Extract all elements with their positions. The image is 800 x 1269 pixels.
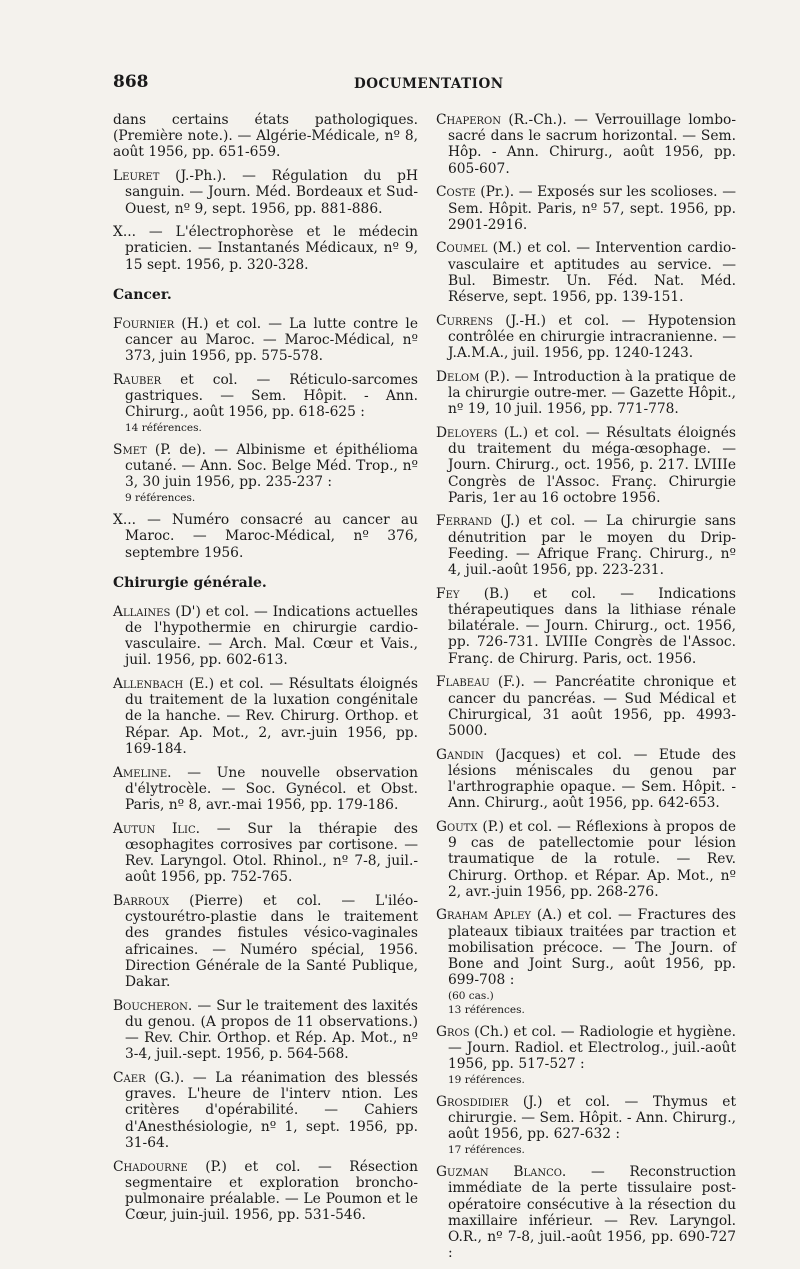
entry-author: Coumel (436, 240, 488, 257)
bibliography-entry (113, 893, 418, 990)
entry-text: (E.) et col. — Résultats éloignés du traitement de la luxation congénitale de la hanche. — Rev. Chirurg. Orthop. et Répar. Ap. Mot., 2, avr.-juin 1956, pp. 169-184. (125, 676, 418, 757)
bibliography-entry (436, 586, 736, 667)
bibliography-entry (436, 513, 736, 578)
entry-note: 9 références. (125, 492, 196, 505)
entry-text: (R.-Ch.). — Verrouillage lombo-sacré dans le sacrum horizontal. — Sem. Hôp. - Ann. Chirurg., août 1956, pp. 605-607. (448, 112, 736, 177)
bibliography-entry (113, 676, 418, 757)
entry-text: (J.-H.) et col. — Hypotension contrôlée en chirurgie intracranienne. — J.A.M.A., juil. 1956, pp. 1240-1243. (448, 312, 736, 362)
entry-text: (J.) et col. — La chirurgie sans dénutrition par le moyen du Drip-Feeding. — Afrique Franç. Chirurg., nº 4, juil.-août 1956, pp. 223-231. (448, 513, 736, 579)
entry-text: (J.-Ph.). — Régulation du pH sanguin. — Journ. Méd. Bordeaux et Sud-Ouest, nº 9, sept. 1956, pp. 881-886. (125, 168, 418, 217)
entry-author: Gandin (436, 746, 484, 763)
bibliography-entry (113, 1159, 418, 1224)
entry-author: Guzman Blanco (436, 1164, 562, 1181)
page-header (113, 70, 793, 100)
bibliography-entry (113, 442, 418, 491)
entry-text: (P.) et col. — Réflexions à propos de 9 cas de patellectomie pour lésion traumatique de la rotule. — Rev. Chirurg. Orthop. et Répar. Ap. Mot., nº 2, avr.-juin 1956, pp. 268-276. (448, 818, 736, 900)
entry-author: Allaines (113, 603, 171, 620)
entry-text: . — Sur le traitement des laxités du genou. (A propos de 11 observations.) — Rev. Chir. Orthop. et Rép. Ap. Mot., nº 3-4, juil.-sept. 1956, p. 564-568. (125, 997, 418, 1063)
bibliography-entry (436, 112, 736, 177)
entry-note: 14 références. (125, 422, 202, 435)
entry-text: (M.) et col. — Intervention cardio-vasculaire et aptitudes au service. — Bul. Bimestr. Un. Féd. Nat. Méd. Réserve, sept. 1956, pp. 139-151. (448, 240, 736, 306)
entry-text: (A.) et col. — Fractures des plateaux tibiaux traitées par traction et mobilisation précoce. — The Journ. of Bone and Joint Surg., août 1956, pp. 699-708 : (448, 907, 736, 989)
entry-author: Currens (436, 312, 493, 329)
bibliography-entry (436, 425, 736, 506)
entry-text: . — Sur la thérapie des œsophagites corrosives par cortisone. — Rev. Laryngol. Otol. Rhinol., nº 7-8, juil.-août 1956, pp. 752-765. (125, 820, 418, 886)
entry-text: (D') et col. — Indications actuelles de l'hypothermie en chirurgie cardio-vasculaire. — Arch. Mal. Cœur et Vais., juil. 1956, pp. 602-613. (125, 603, 418, 669)
bibliography-entry (436, 313, 736, 362)
bibliography-entry (436, 819, 736, 900)
entry-text: (G.). — La réanimation des blessés graves. L'heure de l'interv ntion. Les critères d'opérabilité. — Cahiers d'Anesthésiologie, nº 1, sept. 1956, pp. 31-64. (125, 1070, 418, 1151)
entry-author: Coste (436, 184, 476, 201)
entry-author: Allenbach (113, 676, 184, 693)
entry-author: Deloyers (436, 424, 498, 441)
entry-author: Flabeau (436, 674, 490, 691)
entry-author: Boucheron (113, 997, 188, 1014)
bibliography-entry (113, 168, 418, 217)
entry-text: (Ch.) et col. — Radiologie et hygiène. — Journ. Radiol. et Electrolog., juil.-août 1956, pp. 517-527 : (448, 1023, 736, 1073)
entry-text: et col. — Réticulo-sarcomes gastriques. — Sem. Hôpit. - Ann. Chirurg., août 1956, pp. 618-625 : (125, 371, 418, 421)
entry-note: 17 références. (448, 1144, 525, 1157)
entry-text: (B.) et col. — Indications thérapeutiques dans la lithiase rénale bilatérale. — Journ. Chirurg., oct. 1956, pp. 726-731. LVIIIe Congrès de l'Assoc. Franç. de Chirurg. Paris, oct. 1956. (448, 585, 736, 667)
entry-author: Smet (113, 442, 147, 459)
entry-text: (P.) et col. — Résection segmentaire et exploration broncho-pulmonaire préalable. — Le Poumon et le Cœur, juin-juil. 1956, pp. 531-546. (125, 1158, 418, 1224)
entry-text: (P.). — Introduction à la pratique de la chirurgie outre-mer. — Gazette Hôpit., nº 19, 10 juil. 1956, pp. 771-778. (448, 368, 736, 418)
bibliography-entry (436, 1164, 736, 1261)
entry-text: (Pr.). — Exposés sur les scolioses. — Sem. Hôpit. Paris, nº 57, sept. 1956, pp. 2901-2916. (448, 184, 736, 233)
bibliography-entry (436, 907, 736, 988)
bibliography-entry (436, 1024, 736, 1073)
entry-note: 13 références. (448, 1003, 525, 1016)
entry-author: Delom (436, 368, 480, 385)
entry-text: . — Reconstruction immédiate de la perte tissulaire post-opératoire consécutive à la résection du maxillaire inférieur. — Rev. Laryngol. O.R., nº 7-8, juil.-août 1956, pp. 690-727 : (448, 1164, 736, 1262)
right-column (436, 112, 736, 1269)
entry-text: (F.). — Pancréatite chronique et cancer du pancréas. — Sud Médical et Chirurgical, 31 août 1956, pp. 4993-5000. (448, 674, 736, 739)
entry-author: Fey (436, 585, 460, 602)
entry-author: Goutx (436, 818, 478, 835)
entry-text: (P. de). — Albinisme et épithélioma cutané. — Ann. Soc. Belge Méd. Trop., nº 3, 30 juin 1956, pp. 235-237 : (125, 442, 418, 491)
bibliography-entry (436, 240, 736, 305)
section-heading: Cancer. (113, 286, 172, 303)
entry-text: . — Une nouvelle observation d'élytrocèle. — Soc. Gynécol. et Obst. Paris, nº 8, avr.-mai 1956, pp. 179-186. (125, 764, 418, 813)
bibliography-entry (113, 604, 418, 669)
entry-text: (Jacques) et col. — Etude des lésions méniscales du genou par l'arthrographie opaque. — Sem. Hôpit. - Ann. Chirurg., août 1956, pp. 642-653. (448, 746, 736, 812)
bibliography-entry (113, 765, 418, 814)
entry-author: Ameline (113, 764, 168, 781)
bibliography-entry (436, 369, 736, 418)
entry-author: Ferrand (436, 513, 492, 530)
bibliography-entry (436, 184, 736, 233)
entry-author: Fournier (113, 315, 175, 332)
entry-text: (Pierre) et col. — L'iléo-cystourétro-plastie dans le traitement des grandes fistules vésico-vaginales africaines. — Numéro spécial, 1956. Direction Générale de la Santé Publique, Dakar. (125, 893, 418, 991)
bibliography-entry (113, 821, 418, 886)
entry-text: (L.) et col. — Résultats éloignés du traitement du méga-œsophage. — Journ. Chirurg., oct. 1956, p. 217. LVIIIe Congrès de l'Assoc. Franç. Chirurgie Paris, 1er au 16 octobre 1956. (448, 424, 736, 506)
entry-author: Caer (113, 1070, 146, 1087)
entry-author: Gros (436, 1023, 470, 1040)
entry-author: Chadourne (113, 1158, 188, 1175)
entry-author: Graham Apley (436, 907, 532, 924)
bibliography-entry (436, 674, 736, 739)
entry-author: Rauber (113, 371, 162, 388)
section-heading: Chirurgie générale. (113, 574, 267, 591)
left-column (113, 112, 418, 1231)
bibliography-entry (113, 512, 418, 561)
entry-author: Grosdidier (436, 1094, 509, 1111)
bibliography-entry (113, 372, 418, 421)
entry-author: Leuret (113, 168, 160, 185)
bibliography-entry (436, 747, 736, 812)
bibliography-entry (436, 1094, 736, 1143)
entry-text: (H.) et col. — La lutte contre le cancer au Maroc. — Maroc-Médical, nº 373, juin 1956, pp. 575-578. (125, 315, 418, 365)
entry-text: X... — Numéro consacré au cancer au Maroc. — Maroc-Médical, nº 376, septembre 1956. (113, 512, 418, 561)
bibliography-entry (113, 1070, 418, 1151)
page-number: 868 (113, 72, 149, 92)
entry-author: Barroux (113, 893, 170, 910)
entry-text: X... — L'électrophorèse et le médecin praticien. — Instantanés Médicaux, nº 9, 15 sept. 1956, p. 320-328. (113, 224, 418, 273)
entry-note: 19 références. (448, 1074, 525, 1087)
entry-author: Chaperon (436, 112, 502, 128)
entry-text: dans certains états pathologiques. (Première note.). — Algérie-Médicale, nº 8, août 1956, pp. 651-659. (113, 112, 418, 161)
bibliography-entry (113, 316, 418, 365)
entry-note: (60 cas.) (448, 989, 494, 1002)
bibliography-entry (113, 998, 418, 1063)
bibliography-entry (113, 112, 418, 161)
bibliography-entry (113, 224, 418, 273)
entry-author: Autun Ilic (113, 820, 196, 837)
entry-text: (J.) et col. — Thymus et chirurgie. — Sem. Hôpit. - Ann. Chirurg., août 1956, pp. 627-632 : (448, 1094, 736, 1143)
running-head: DOCUMENTATION (354, 76, 504, 92)
